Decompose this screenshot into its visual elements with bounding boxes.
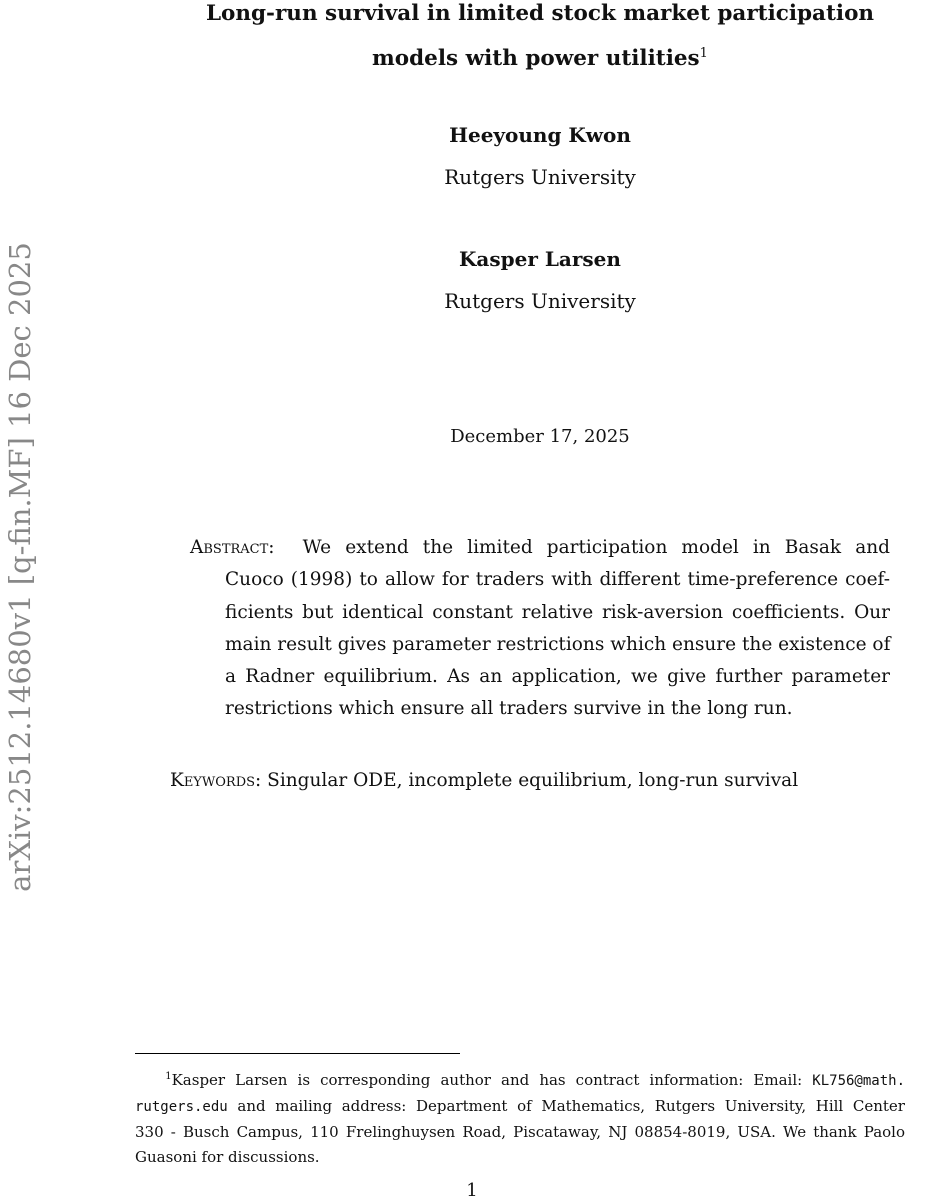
- author-name: Heeyoung Kwon: [449, 123, 631, 147]
- keywords-label: Keywords:: [170, 770, 262, 791]
- abstract-line: ficients but identical constant relative risk-aversion coefficients. Our: [225, 601, 890, 623]
- footnote-line: [135, 1094, 905, 1120]
- footnote-text: and mailing address: Department of Mathematics, Rutgers University, Hill Center: [237, 1097, 905, 1115]
- abstract-line: restrictions which ensure all traders survive in the long run.: [225, 698, 793, 720]
- author-affiliation: Rutgers University: [444, 289, 636, 313]
- footnote-line: [135, 1064, 905, 1094]
- page-number: 1: [466, 1180, 478, 1201]
- footnote-text: Kasper Larsen is corresponding author and has contract information: Email:: [171, 1071, 803, 1089]
- footnote-line: Guasoni for discussions.: [135, 1148, 320, 1166]
- abstract-label: Abstract:: [190, 537, 275, 558]
- abstract-line: main result gives parameter restrictions which ensure the existence of: [225, 633, 891, 655]
- email-link-cont[interactable]: rutgers.edu: [135, 1099, 228, 1115]
- author-name: Kasper Larsen: [459, 247, 621, 271]
- footnote-line: 330 - Busch Campus, 110 Frelinghuysen Road, Piscataway, NJ 08854-8019, USA. We thank Paolo: [135, 1123, 905, 1141]
- title-footnote-mark[interactable]: 1: [699, 46, 708, 61]
- title-line-1: Long-run survival in limited stock market participation: [205, 1, 875, 26]
- paper-title: [135, 0, 944, 79]
- keywords-text: Singular ODE, incomplete equilibrium, long-run survival: [267, 770, 799, 791]
- title-line-2-text: models with power utilities: [372, 46, 700, 72]
- abstract-line: [190, 532, 890, 564]
- abstract-text: We extend the limited participation model in Basak and: [302, 537, 890, 558]
- footnote-rule: [135, 1053, 460, 1054]
- abstract-line: Cuoco (1998) to allow for traders with different time-preference coef-: [225, 569, 890, 591]
- footnote-mark: 1: [165, 1071, 172, 1082]
- title-line-2: [135, 34, 944, 79]
- keywords: [170, 770, 798, 791]
- author-affiliation: Rutgers University: [444, 165, 636, 189]
- abstract: [190, 532, 890, 726]
- arxiv-stamp: arXiv:2512.14680v1 [q-fin.MF] 16 Dec 2025: [3, 242, 37, 892]
- footnote: [135, 1064, 905, 1170]
- paper-date: December 17, 2025: [450, 426, 630, 447]
- abstract-line: a Radner equilibrium. As an application, we give further parameter: [225, 666, 890, 688]
- email-link[interactable]: KL756@math.: [812, 1073, 905, 1089]
